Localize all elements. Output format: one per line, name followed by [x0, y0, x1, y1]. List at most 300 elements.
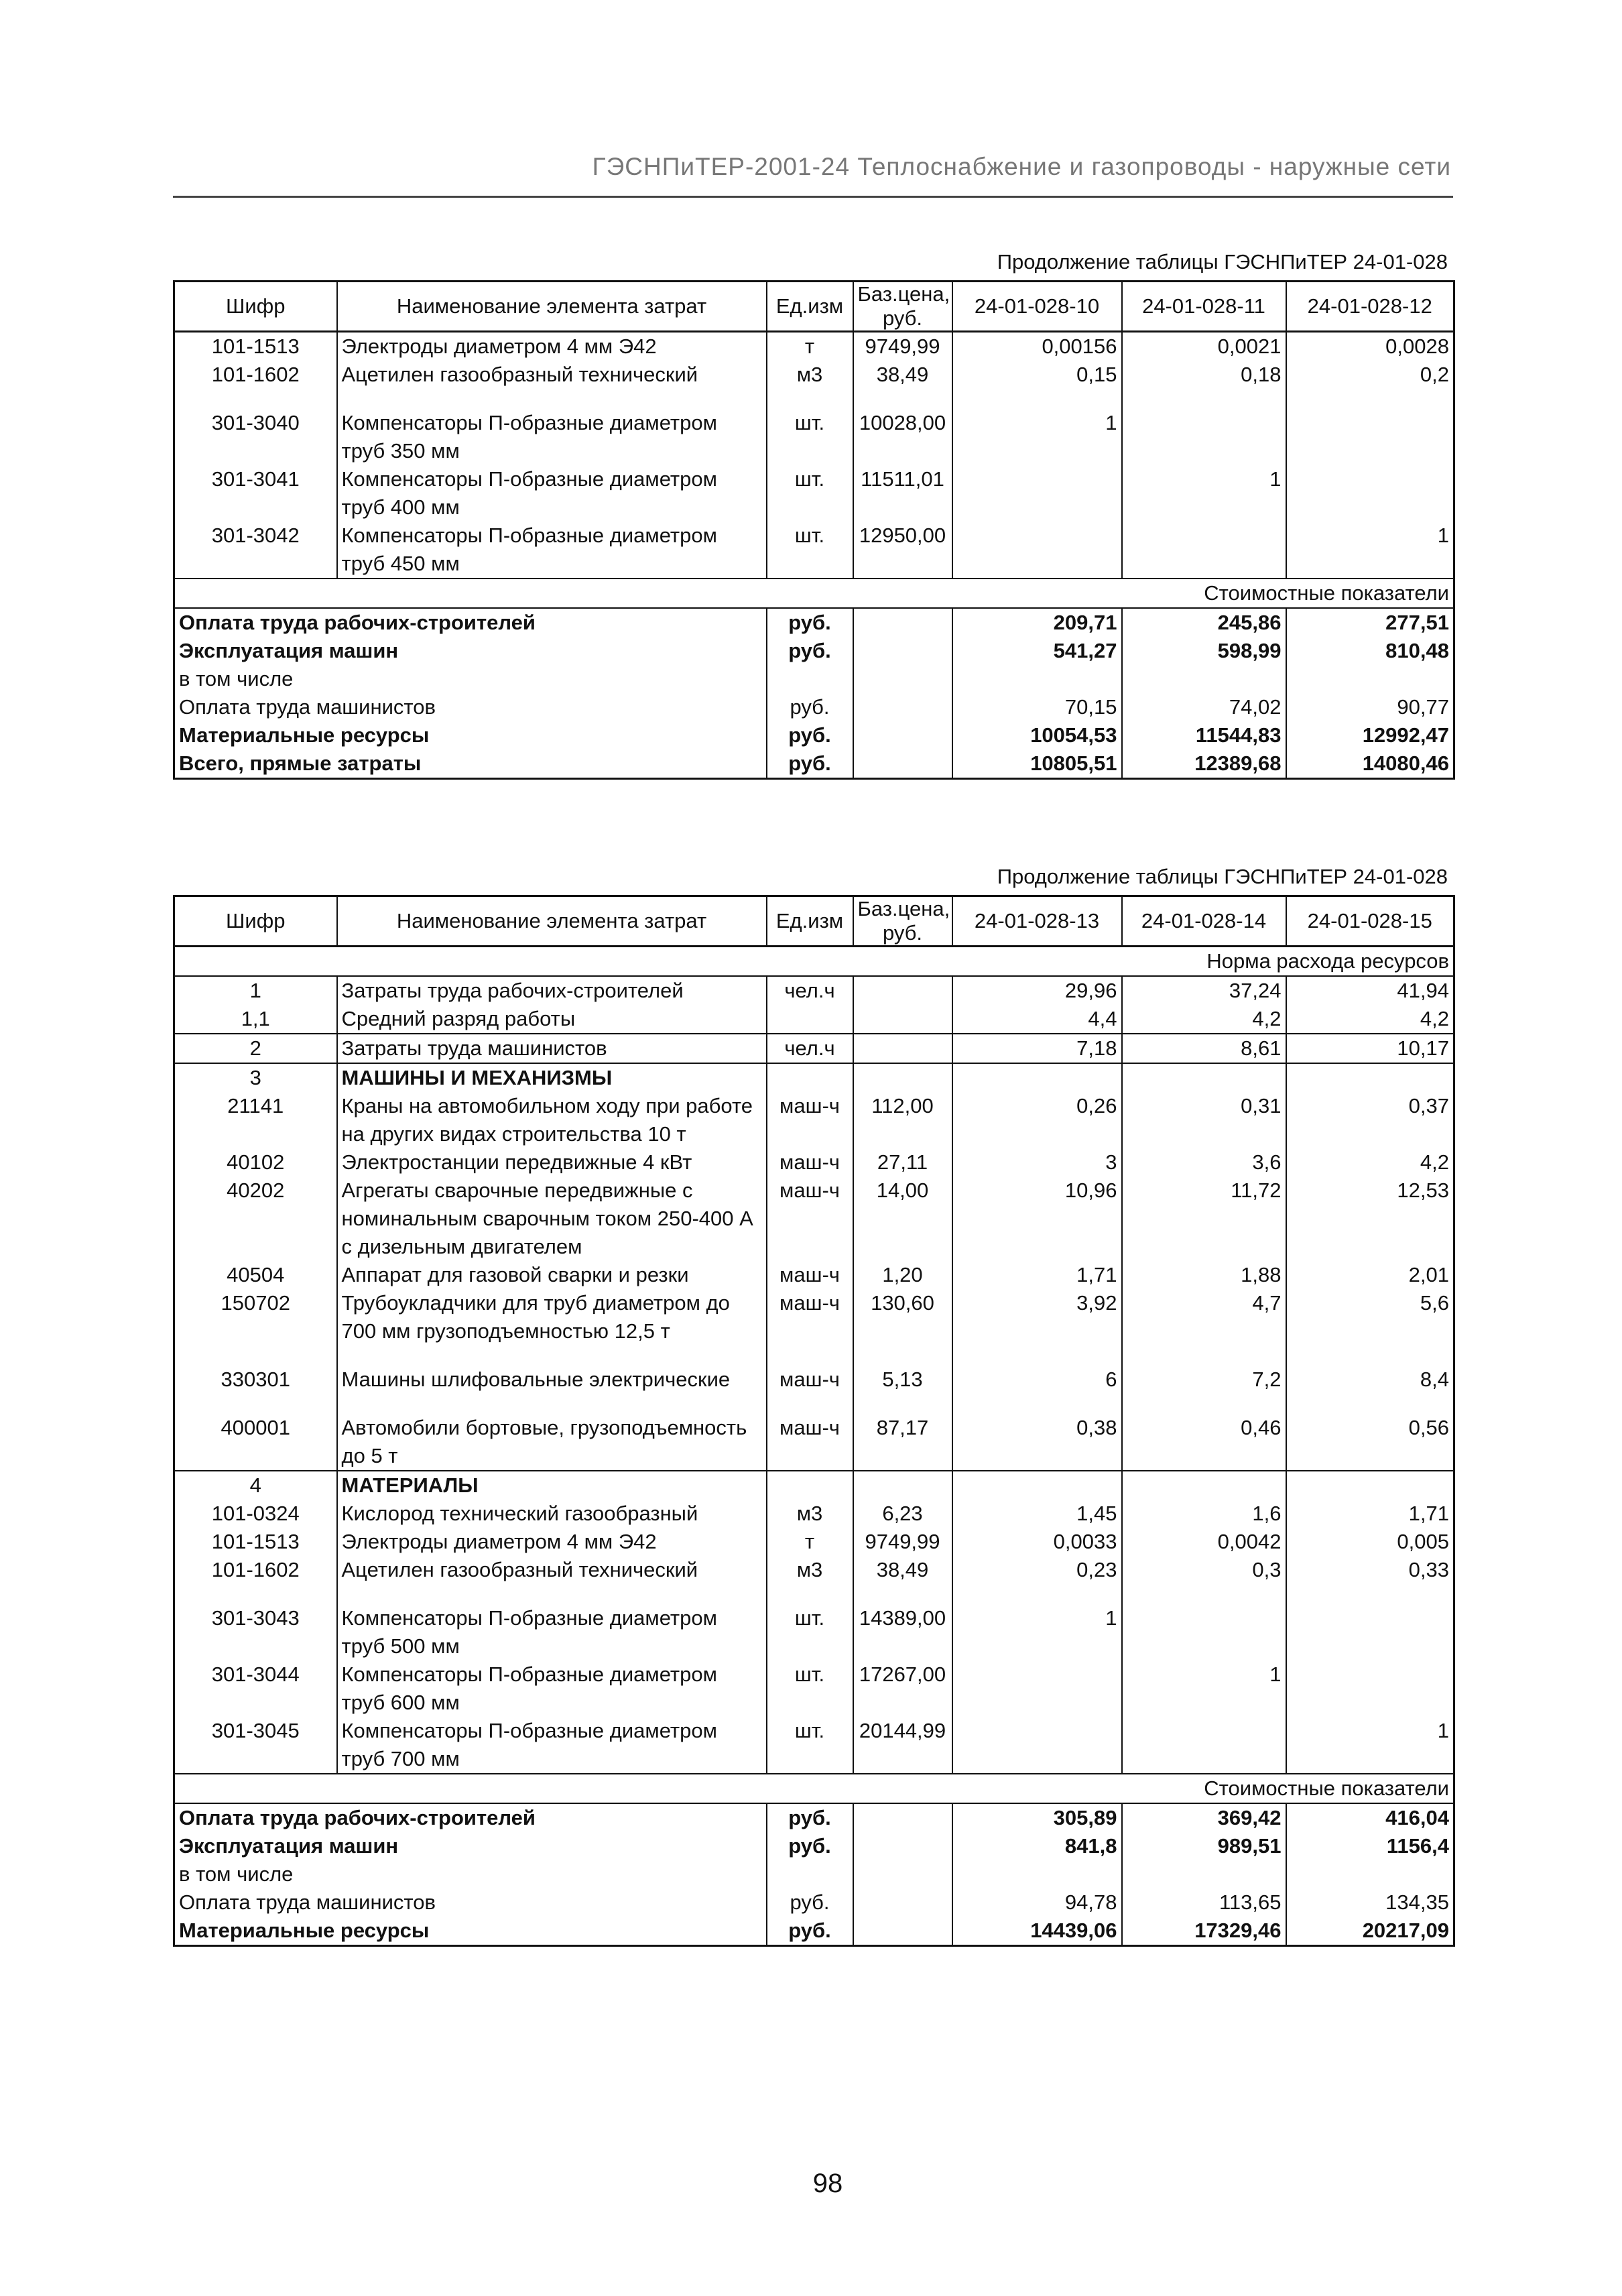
row-price: 1,20	[853, 1261, 952, 1289]
cost-value-1: 70,15	[952, 693, 1122, 721]
cost-unit: руб.	[767, 749, 853, 779]
spacer-cell	[174, 1345, 337, 1366]
row-value-1	[952, 522, 1122, 579]
cost-value-2	[1122, 665, 1286, 693]
cost-value-2: 11544,83	[1122, 721, 1286, 749]
spacer-cell	[1122, 1584, 1286, 1604]
row-price	[853, 976, 952, 1005]
row-value-3: 1,71	[1286, 1500, 1454, 1528]
row-price	[853, 1034, 952, 1063]
spacer-cell	[174, 1584, 337, 1604]
spacer-cell	[853, 389, 952, 409]
row-name: Компенсаторы П-образные диаметром труб 450 мм	[337, 522, 767, 579]
cost-value-2: 598,99	[1122, 637, 1286, 665]
row-value-2: 0,31	[1122, 1092, 1286, 1148]
cost-row	[174, 608, 1454, 637]
row-value-2	[1122, 1717, 1286, 1774]
cost-price-empty	[853, 1888, 952, 1917]
cost-name: Оплата труда рабочих-строителей	[174, 608, 767, 637]
empty-cell	[1122, 1063, 1286, 1092]
cost-row	[174, 1860, 1454, 1888]
row-value-3: 4,2	[1286, 1005, 1454, 1034]
empty-cell	[853, 1471, 952, 1500]
row-price: 9749,99	[853, 1528, 952, 1556]
empty-cell	[952, 1471, 1122, 1500]
row-value-1: 1,71	[952, 1261, 1122, 1289]
row-value-1: 0,00156	[952, 332, 1122, 361]
cost-unit: руб.	[767, 1832, 853, 1860]
row-name: Ацетилен газообразный технический	[337, 361, 767, 389]
table2-continuation-caption: Продолжение таблицы ГЭСНПиТЕР 24-01-028	[997, 865, 1448, 888]
row-value-1: 0,15	[952, 361, 1122, 389]
row-unit: м3	[767, 361, 853, 389]
empty-cell	[1286, 1063, 1454, 1092]
row-price: 38,49	[853, 1556, 952, 1584]
table-row	[174, 1500, 1454, 1528]
row-price: 27,11	[853, 1148, 952, 1176]
row-value-2: 1,6	[1122, 1500, 1286, 1528]
resource-table-2	[173, 895, 1455, 1947]
row-name: Кислород технический газообразный	[337, 1500, 767, 1528]
empty-cell	[952, 1063, 1122, 1092]
row-value-3: 10,17	[1286, 1034, 1454, 1063]
cost-unit	[767, 665, 853, 693]
cost-value-2: 369,42	[1122, 1803, 1286, 1832]
cost-value-1: 10805,51	[952, 749, 1122, 779]
row-code: 101-1513	[174, 1528, 337, 1556]
section-norm	[174, 947, 1454, 977]
row-price: 5,13	[853, 1366, 952, 1394]
spacer-cell	[337, 1394, 767, 1414]
header-code: Шифр	[174, 896, 337, 947]
empty-cell	[853, 1063, 952, 1092]
section-materials	[174, 1471, 1454, 1500]
table1-continuation-caption: Продолжение таблицы ГЭСНПиТЕР 24-01-028	[997, 250, 1448, 274]
row-name: Затраты труда машинистов	[337, 1034, 767, 1063]
cost-name: Эксплуатация машин	[174, 637, 767, 665]
row-name: Компенсаторы П-образные диаметром труб 700 мм	[337, 1717, 767, 1774]
row-value-1: 29,96	[952, 976, 1122, 1005]
table-header-row	[174, 896, 1454, 947]
row-value-1: 3	[952, 1148, 1122, 1176]
table-row	[174, 361, 1454, 389]
spacer-cell	[337, 1584, 767, 1604]
cost-unit: руб.	[767, 637, 853, 665]
cost-value-3: 14080,46	[1286, 749, 1454, 779]
section-title: МАТЕРИАЛЫ	[337, 1471, 767, 1500]
spacer-row	[174, 1345, 1454, 1366]
row-value-3: 12,53	[1286, 1176, 1454, 1261]
row-value-2: 0,46	[1122, 1414, 1286, 1471]
row-value-2: 11,72	[1122, 1176, 1286, 1261]
spacer-cell	[767, 1345, 853, 1366]
row-code: 40102	[174, 1148, 337, 1176]
row-unit: т	[767, 332, 853, 361]
table-row	[174, 465, 1454, 522]
cost-value-1: 14439,06	[952, 1917, 1122, 1946]
spacer-row	[174, 389, 1454, 409]
header-price: Баз.цена, руб.	[853, 896, 952, 947]
table-row	[174, 1556, 1454, 1584]
row-unit: маш-ч	[767, 1092, 853, 1148]
row-unit: м3	[767, 1556, 853, 1584]
row-unit: чел.ч	[767, 976, 853, 1005]
row-value-3: 8,4	[1286, 1366, 1454, 1394]
cost-value-3: 810,48	[1286, 637, 1454, 665]
row-name: Ацетилен газообразный технический	[337, 1556, 767, 1584]
cost-row	[174, 1917, 1454, 1946]
section-label: Стоимостные показатели	[952, 1774, 1454, 1803]
empty-cell	[1122, 1471, 1286, 1500]
page-number: 98	[812, 2169, 843, 2198]
row-name: Компенсаторы П-образные диаметром труб 350 мм	[337, 409, 767, 465]
cost-value-2: 113,65	[1122, 1888, 1286, 1917]
row-code: 40504	[174, 1261, 337, 1289]
cost-row	[174, 1803, 1454, 1832]
row-value-2: 0,18	[1122, 361, 1286, 389]
row-value-3: 0,0028	[1286, 332, 1454, 361]
row-unit: маш-ч	[767, 1176, 853, 1261]
row-value-1: 1	[952, 409, 1122, 465]
row-code: 301-3040	[174, 409, 337, 465]
row-value-2	[1122, 1604, 1286, 1660]
row-price: 12950,00	[853, 522, 952, 579]
cost-name: в том числе	[174, 1860, 767, 1888]
spacer-row	[174, 1394, 1454, 1414]
spacer-cell	[952, 1345, 1122, 1366]
row-code: 301-3045	[174, 1717, 337, 1774]
row-code: 150702	[174, 1289, 337, 1345]
table-row	[174, 1176, 1454, 1261]
row-value-3: 5,6	[1286, 1289, 1454, 1345]
cost-row	[174, 637, 1454, 665]
row-code: 101-1602	[174, 361, 337, 389]
cost-price-empty	[853, 637, 952, 665]
row-price: 112,00	[853, 1092, 952, 1148]
spacer-cell	[1122, 389, 1286, 409]
row-code: 21141	[174, 1092, 337, 1148]
section-title: МАШИНЫ И МЕХАНИЗМЫ	[337, 1063, 767, 1092]
spacer-cell	[174, 389, 337, 409]
row-value-3: 1	[1286, 1717, 1454, 1774]
cost-unit: руб.	[767, 693, 853, 721]
row-name: Краны на автомобильном ходу при работе на других видах строительства 10 т	[337, 1092, 767, 1148]
row-value-1: 3,92	[952, 1289, 1122, 1345]
header-price: Баз.цена, руб.	[853, 282, 952, 332]
cost-row	[174, 749, 1454, 779]
cost-unit: руб.	[767, 1888, 853, 1917]
row-value-3	[1286, 1660, 1454, 1717]
cost-row	[174, 693, 1454, 721]
empty-cell	[767, 1063, 853, 1092]
row-value-2: 1	[1122, 1660, 1286, 1717]
row-value-1	[952, 1717, 1122, 1774]
row-name: Аппарат для газовой сварки и резки	[337, 1261, 767, 1289]
row-price: 6,23	[853, 1500, 952, 1528]
row-value-1	[952, 465, 1122, 522]
row-name: Средний разряд работы	[337, 1005, 767, 1034]
row-code: 101-0324	[174, 1500, 337, 1528]
row-price: 10028,00	[853, 409, 952, 465]
cost-row	[174, 665, 1454, 693]
cost-value-3: 134,35	[1286, 1888, 1454, 1917]
cost-price-empty	[853, 1917, 952, 1946]
spacer-row	[174, 1584, 1454, 1604]
row-value-3: 2,01	[1286, 1261, 1454, 1289]
header-col3: 24-01-028-15	[1286, 896, 1454, 947]
row-name: Машины шлифовальные электрические	[337, 1366, 767, 1394]
section-spacer	[174, 1774, 952, 1803]
section-cost-indicators	[174, 579, 1454, 608]
row-code: 301-3042	[174, 522, 337, 579]
row-value-2: 8,61	[1122, 1034, 1286, 1063]
table-row	[174, 332, 1454, 361]
table-row	[174, 1034, 1454, 1063]
row-value-3: 0,005	[1286, 1528, 1454, 1556]
row-unit: шт.	[767, 1717, 853, 1774]
row-code: 101-1602	[174, 1556, 337, 1584]
row-value-3: 1	[1286, 522, 1454, 579]
row-value-3: 41,94	[1286, 976, 1454, 1005]
running-header: ГЭСНПиТЕР-2001-24 Теплоснабжение и газопроводы - наружные сети	[592, 153, 1451, 180]
row-value-2: 4,7	[1122, 1289, 1286, 1345]
cost-name: Всего, прямые затраты	[174, 749, 767, 779]
row-value-1: 0,0033	[952, 1528, 1122, 1556]
cost-name: в том числе	[174, 665, 767, 693]
row-price: 11511,01	[853, 465, 952, 522]
row-unit: шт.	[767, 522, 853, 579]
spacer-cell	[174, 1394, 337, 1414]
spacer-cell	[952, 389, 1122, 409]
row-unit: шт.	[767, 409, 853, 465]
spacer-cell	[853, 1345, 952, 1366]
row-unit: чел.ч	[767, 1034, 853, 1063]
cost-value-1: 305,89	[952, 1803, 1122, 1832]
row-name: Агрегаты сварочные передвижные с номинальным сварочным током 250-400 А с дизельным двигателем	[337, 1176, 767, 1261]
row-name: Автомобили бортовые, грузоподъемность до 5 т	[337, 1414, 767, 1471]
header-col1: 24-01-028-10	[952, 282, 1122, 332]
row-price: 87,17	[853, 1414, 952, 1471]
cost-value-1: 209,71	[952, 608, 1122, 637]
table-row	[174, 1005, 1454, 1034]
cost-value-2: 12389,68	[1122, 749, 1286, 779]
cost-price-empty	[853, 1832, 952, 1860]
row-value-1: 10,96	[952, 1176, 1122, 1261]
table-row	[174, 1660, 1454, 1717]
cost-unit: руб.	[767, 608, 853, 637]
row-value-2	[1122, 409, 1286, 465]
table-row	[174, 1414, 1454, 1471]
spacer-cell	[1286, 1394, 1454, 1414]
row-value-2: 4,2	[1122, 1005, 1286, 1034]
cost-value-1: 541,27	[952, 637, 1122, 665]
row-value-2: 0,0021	[1122, 332, 1286, 361]
section-label: Стоимостные показатели	[952, 579, 1454, 608]
section-cost-indicators	[174, 1774, 1454, 1803]
spacer-cell	[1286, 389, 1454, 409]
cost-value-1: 94,78	[952, 1888, 1122, 1917]
row-unit: шт.	[767, 465, 853, 522]
row-name: Электроды диаметром 4 мм Э42	[337, 1528, 767, 1556]
row-code: 1	[174, 976, 337, 1005]
header-rule	[173, 196, 1453, 198]
cost-value-3: 277,51	[1286, 608, 1454, 637]
row-value-3: 0,2	[1286, 361, 1454, 389]
row-value-3: 0,37	[1286, 1092, 1454, 1148]
cost-price-empty	[853, 665, 952, 693]
cost-value-3	[1286, 665, 1454, 693]
table-row	[174, 976, 1454, 1005]
cost-value-2: 989,51	[1122, 1832, 1286, 1860]
row-name: Компенсаторы П-образные диаметром труб 400 мм	[337, 465, 767, 522]
row-value-3	[1286, 465, 1454, 522]
row-code: 2	[174, 1034, 337, 1063]
cost-row	[174, 721, 1454, 749]
cost-name: Оплата труда рабочих-строителей	[174, 1803, 767, 1832]
header-code: Шифр	[174, 282, 337, 332]
cost-name: Оплата труда машинистов	[174, 693, 767, 721]
row-unit: маш-ч	[767, 1148, 853, 1176]
section-code: 4	[174, 1471, 337, 1500]
cost-name: Материальные ресурсы	[174, 721, 767, 749]
row-price: 9749,99	[853, 332, 952, 361]
cost-price-empty	[853, 693, 952, 721]
cost-price-empty	[853, 721, 952, 749]
spacer-cell	[853, 1584, 952, 1604]
cost-price-empty	[853, 749, 952, 779]
cost-value-2	[1122, 1860, 1286, 1888]
section-machines	[174, 1063, 1454, 1092]
row-value-2: 3,6	[1122, 1148, 1286, 1176]
spacer-cell	[853, 1394, 952, 1414]
cost-row	[174, 1832, 1454, 1860]
cost-unit: руб.	[767, 721, 853, 749]
row-value-2: 7,2	[1122, 1366, 1286, 1394]
spacer-cell	[952, 1394, 1122, 1414]
cost-value-3: 1156,4	[1286, 1832, 1454, 1860]
row-value-1: 1	[952, 1604, 1122, 1660]
cost-price-empty	[853, 608, 952, 637]
row-value-1: 0,23	[952, 1556, 1122, 1584]
spacer-cell	[1122, 1345, 1286, 1366]
header-name: Наименование элемента затрат	[337, 896, 767, 947]
row-unit: маш-ч	[767, 1414, 853, 1471]
row-value-3	[1286, 1604, 1454, 1660]
header-col2: 24-01-028-14	[1122, 896, 1286, 947]
row-value-3: 0,33	[1286, 1556, 1454, 1584]
cost-value-3: 20217,09	[1286, 1917, 1454, 1946]
row-code: 1,1	[174, 1005, 337, 1034]
section-label: Норма расхода ресурсов	[952, 947, 1454, 977]
row-value-1	[952, 1660, 1122, 1717]
row-value-1: 4,4	[952, 1005, 1122, 1034]
spacer-cell	[1286, 1345, 1454, 1366]
row-name: Компенсаторы П-образные диаметром труб 500 мм	[337, 1604, 767, 1660]
cost-value-3: 90,77	[1286, 693, 1454, 721]
section-spacer	[174, 947, 952, 977]
spacer-cell	[1286, 1584, 1454, 1604]
cost-unit	[767, 1860, 853, 1888]
cost-value-2: 17329,46	[1122, 1917, 1286, 1946]
row-value-3	[1286, 409, 1454, 465]
row-code: 301-3044	[174, 1660, 337, 1717]
row-code: 330301	[174, 1366, 337, 1394]
row-value-2: 0,0042	[1122, 1528, 1286, 1556]
cost-row	[174, 1888, 1454, 1917]
cost-value-3: 416,04	[1286, 1803, 1454, 1832]
table-row	[174, 1717, 1454, 1774]
row-value-3: 4,2	[1286, 1148, 1454, 1176]
table-row	[174, 1261, 1454, 1289]
cost-value-1: 841,8	[952, 1832, 1122, 1860]
cost-value-1	[952, 1860, 1122, 1888]
table-row	[174, 1528, 1454, 1556]
cost-value-2: 74,02	[1122, 693, 1286, 721]
table-row	[174, 1366, 1454, 1394]
spacer-cell	[767, 1394, 853, 1414]
row-unit	[767, 1005, 853, 1034]
row-value-2: 1	[1122, 465, 1286, 522]
row-price: 130,60	[853, 1289, 952, 1345]
row-unit: м3	[767, 1500, 853, 1528]
spacer-cell	[1122, 1394, 1286, 1414]
header-col1: 24-01-028-13	[952, 896, 1122, 947]
section-spacer	[174, 579, 952, 608]
row-value-1: 1,45	[952, 1500, 1122, 1528]
row-value-1: 0,26	[952, 1092, 1122, 1148]
table-row	[174, 409, 1454, 465]
spacer-cell	[337, 1345, 767, 1366]
table-row	[174, 1289, 1454, 1345]
row-value-2: 1,88	[1122, 1261, 1286, 1289]
row-price: 17267,00	[853, 1660, 952, 1717]
row-value-2	[1122, 522, 1286, 579]
cost-value-3: 12992,47	[1286, 721, 1454, 749]
header-name: Наименование элемента затрат	[337, 282, 767, 332]
row-code: 40202	[174, 1176, 337, 1261]
row-code: 301-3043	[174, 1604, 337, 1660]
row-code: 301-3041	[174, 465, 337, 522]
cost-unit: руб.	[767, 1917, 853, 1946]
spacer-cell	[767, 389, 853, 409]
row-unit: маш-ч	[767, 1366, 853, 1394]
spacer-cell	[767, 1584, 853, 1604]
cost-name: Оплата труда машинистов	[174, 1888, 767, 1917]
spacer-cell	[952, 1584, 1122, 1604]
cost-name: Материальные ресурсы	[174, 1917, 767, 1946]
table-row	[174, 522, 1454, 579]
row-price: 14,00	[853, 1176, 952, 1261]
row-value-2: 0,3	[1122, 1556, 1286, 1584]
table-row	[174, 1092, 1454, 1148]
cost-value-2: 245,86	[1122, 608, 1286, 637]
row-value-3: 0,56	[1286, 1414, 1454, 1471]
row-name: Электроды диаметром 4 мм Э42	[337, 332, 767, 361]
header-unit: Ед.изм	[767, 282, 853, 332]
empty-cell	[767, 1471, 853, 1500]
table-row	[174, 1148, 1454, 1176]
row-value-2: 37,24	[1122, 976, 1286, 1005]
row-value-1: 0,38	[952, 1414, 1122, 1471]
resource-table-1	[173, 280, 1455, 780]
row-name: Трубоукладчики для труб диаметром до 700 мм грузоподъемностью 12,5 т	[337, 1289, 767, 1345]
row-price: 14389,00	[853, 1604, 952, 1660]
spacer-cell	[337, 389, 767, 409]
row-code: 101-1513	[174, 332, 337, 361]
cost-unit: руб.	[767, 1803, 853, 1832]
table-header-row	[174, 282, 1454, 332]
row-value-1: 6	[952, 1366, 1122, 1394]
